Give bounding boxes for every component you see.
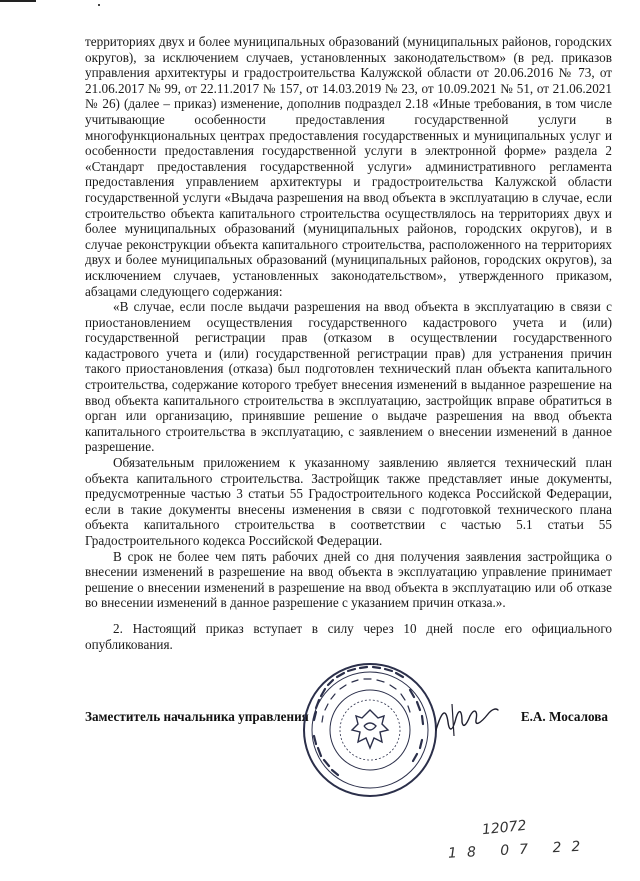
- document-body: [85, 34, 612, 652]
- handwritten-date: 18 07 22: [447, 838, 591, 862]
- paragraph-effective-date: 2. Настоящий приказ вступает в силу через 10 дней после его официального опубликования.: [85, 620, 612, 652]
- paragraph-new-provision-2: Обязательным приложением к указанному заявлению является технический план объекта капитального строительства. Застройщик также представляет иные документы, предусмотренные частью 3 статьи 55 Градостроительного кодекса Российской Федерации, если в такие документы внесены изменения в связи с подготовкой технического плана объекта капитального строительства в соответствии с частью 5.1 статьи 55 Градостроительного кодекса Российской Федерации.: [85, 455, 612, 548]
- paragraph-amendment-intro: территориях двух и более муниципальных образований (муниципальных районов, городских округов), за исключением случаев, установленных законодательством» (в ред. приказов управления архитектуры и градостроительства Калужской области от 20.06.2016 № 73, от 21.06.2017 № 99, от 22.11.2017 № 157, от 14.03.2019 № 23, от 10.09.2021 № 51, от 21.06.2021 № 26) (далее – приказ) изменение, дополнив подраздел 2.18 «Иные требования, в том числе учитывающие особенности предоставления государственной услуги в многофункциональных центрах предоставления государственных и муниципальных услуг и особенности предоставления государственной услуги в электронной форме» раздела 2 «Стандарт предоставления государственной услуги» административного регламента предоставления управлением архитектуры и градостроительства Калужской области государственной услуги «Выдача разрешения на ввод объекта в эксплуатацию в случае, если строительство объекта капитального строительства осуществлялось на территориях двух и более муниципальных образований (муниципальных районов, городских округов), и в случае реконструкции объекта капитального строительства, расположенного на территориях двух и более муниципальных образований (муниципальных районов, городских округов), за исключением случаев, установленных законодательством», утвержденного приказом, абзацами следующего содержания:: [85, 34, 612, 299]
- signatory-title: Заместитель начальника управления: [85, 709, 309, 724]
- handwritten-registration: [440, 817, 591, 868]
- paragraph-new-provision-1: «В случае, если после выдачи разрешения на ввод объекта в эксплуатацию в связи с приостановлением осуществления государственного кадастрового учета и (или) государственной регистрации прав (отказом в осуществлении государственного кадастрового учета и (или) государственной регистрации прав) для устранения причин такого приостановления (отказа) был подготовлен технический план объекта капитального строительства, содержание которого требует внесения изменений в выданное разрешение на ввод объекта капитального строительства в эксплуатацию, застройщик вправе обратиться в орган или организацию, принявшие решение о выдаче разрешения на ввод объекта капитального строительства в эксплуатацию, с заявлением о внесении изменений в данное разрешение.: [85, 299, 612, 455]
- handwritten-signature: [432, 700, 502, 740]
- paragraph-new-provision-3: В срок не более чем пять рабочих дней со дня получения заявления застройщика о внесении изменений в разрешение на ввод объекта в эксплуатацию управление принимает решение о внесении изменений в разрешение на ввод объекта в эксплуатацию или об отказе во внесении изменений в данное разрешение с указанием причин отказа.».: [85, 548, 612, 611]
- official-seal-stamp: [300, 660, 440, 800]
- scan-artifact-dot: [98, 4, 100, 6]
- scan-artifact: [0, 0, 36, 2]
- handwritten-number: 12072: [481, 817, 528, 839]
- signatory-name: Е.А. Мосалова: [520, 709, 608, 724]
